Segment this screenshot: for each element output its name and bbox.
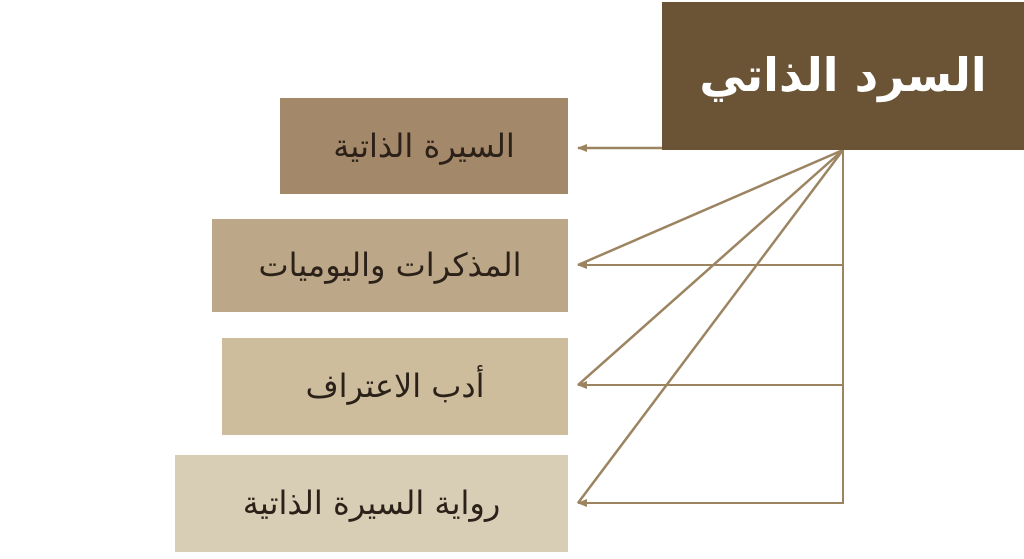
node-branch-1 [280,98,568,194]
connector-branch-4-base [578,150,843,503]
connector-branch-4-diagonal [578,150,843,503]
node-branch-4 [175,455,568,552]
node-branch-3 [222,338,568,435]
connector-branch-3-diagonal [578,150,843,385]
node-root-label: السرد الذاتي [699,48,987,103]
connector-branch-3-base [578,150,843,385]
node-branch-2 [212,219,568,312]
connector-branch-2-base [578,150,843,265]
connector-branch-2-diagonal [578,150,843,265]
node-branch-4-label: رواية السيرة الذاتية [242,484,501,523]
node-branch-2-label: المذكرات واليوميات [258,246,522,285]
node-branch-3-label: أدب الاعتراف [305,367,485,406]
node-branch-1-label: السيرة الذاتية [333,126,515,165]
node-root [662,2,1024,150]
